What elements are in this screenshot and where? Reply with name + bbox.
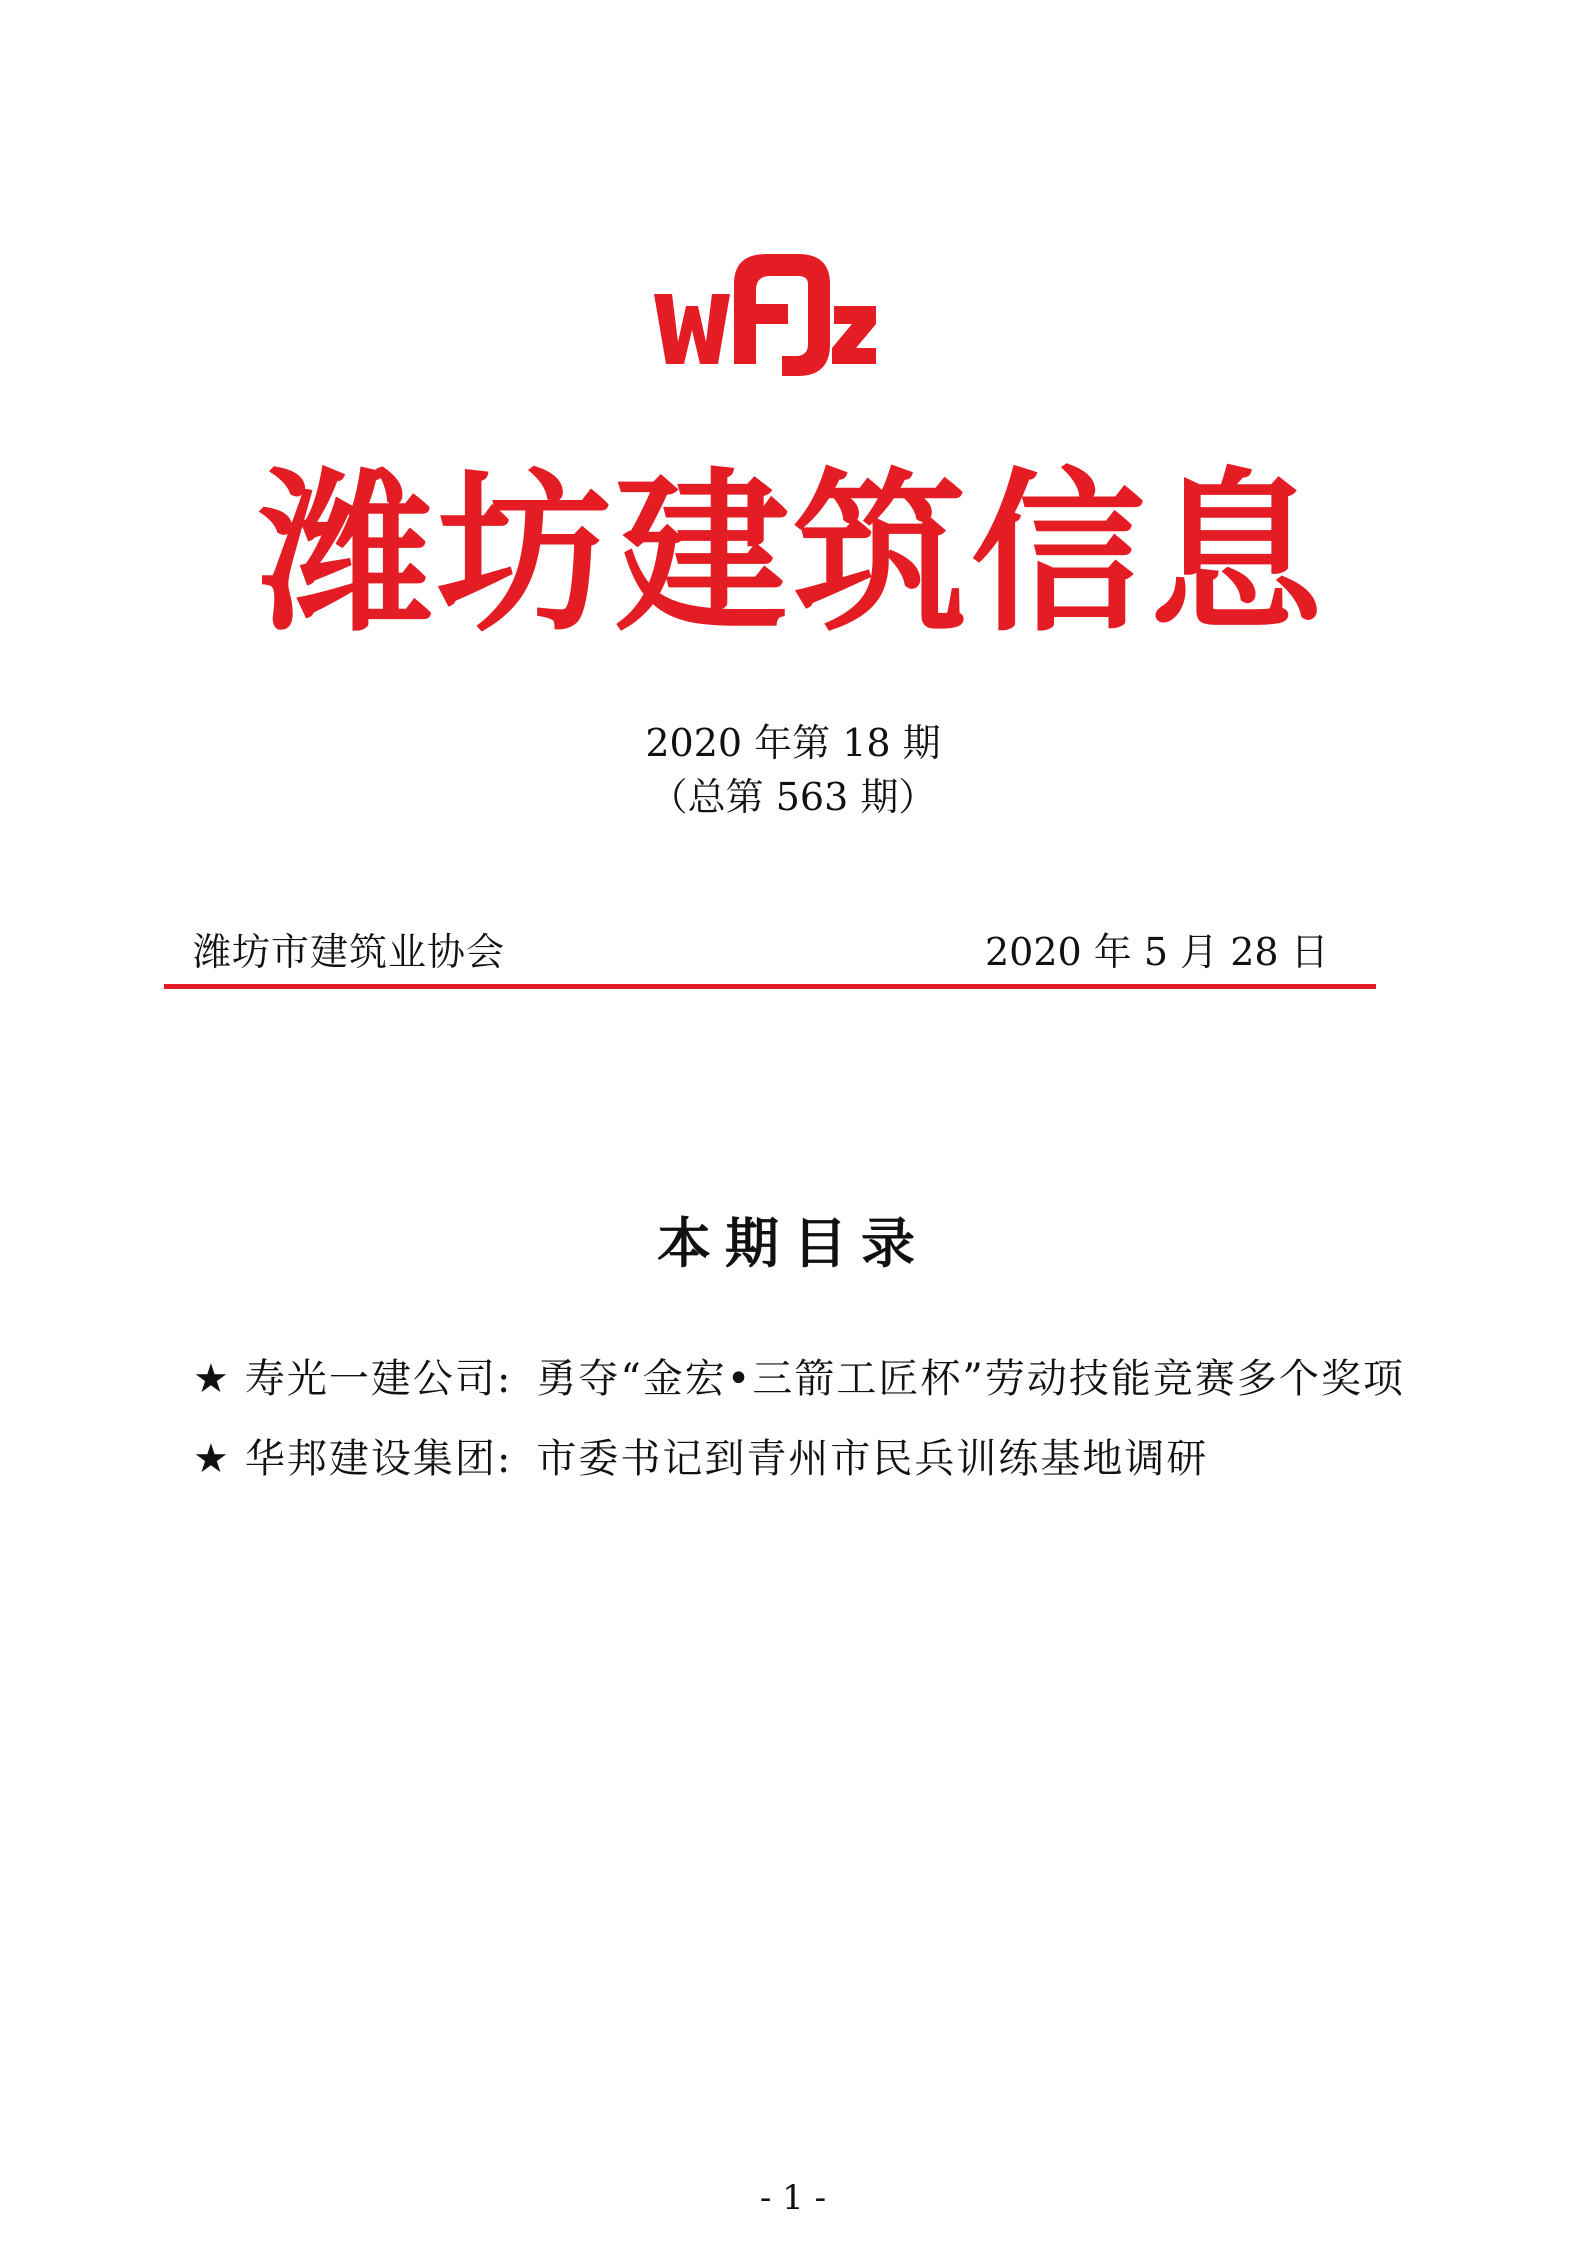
toc-item-org: 寿光一建公司: [244,1356,513,1402]
publisher-name: 潍坊市建筑业协会 [193,930,506,974]
issue-number: 2020 年第 18 期 [645,721,941,765]
toc-item-headline: 市委书记到青州市民兵训练基地调研 [536,1436,1209,1482]
publication-date: 2020 年 5 月 28 日 [985,930,1329,974]
toc-item-headline: 勇夺“金宏•三箭工匠杯”劳动技能竞赛多个奖项 [536,1356,1405,1402]
toc-item[interactable] [193,1432,1208,1486]
toc-title: 本期目录 [657,1211,929,1275]
toc-item[interactable] [193,1352,1405,1406]
wfjz-logo-icon [648,244,878,384]
header-red-rule [164,984,1376,989]
toc-item-org: 华邦建设集团: [244,1436,513,1482]
masthead-title: 潍坊建筑信息 [258,453,1327,656]
star-icon: ★ [193,1436,231,1482]
issue-total-number: （总第 563 期） [649,775,937,819]
star-icon: ★ [193,1356,231,1402]
page-number: - 1 - [759,2178,827,2218]
